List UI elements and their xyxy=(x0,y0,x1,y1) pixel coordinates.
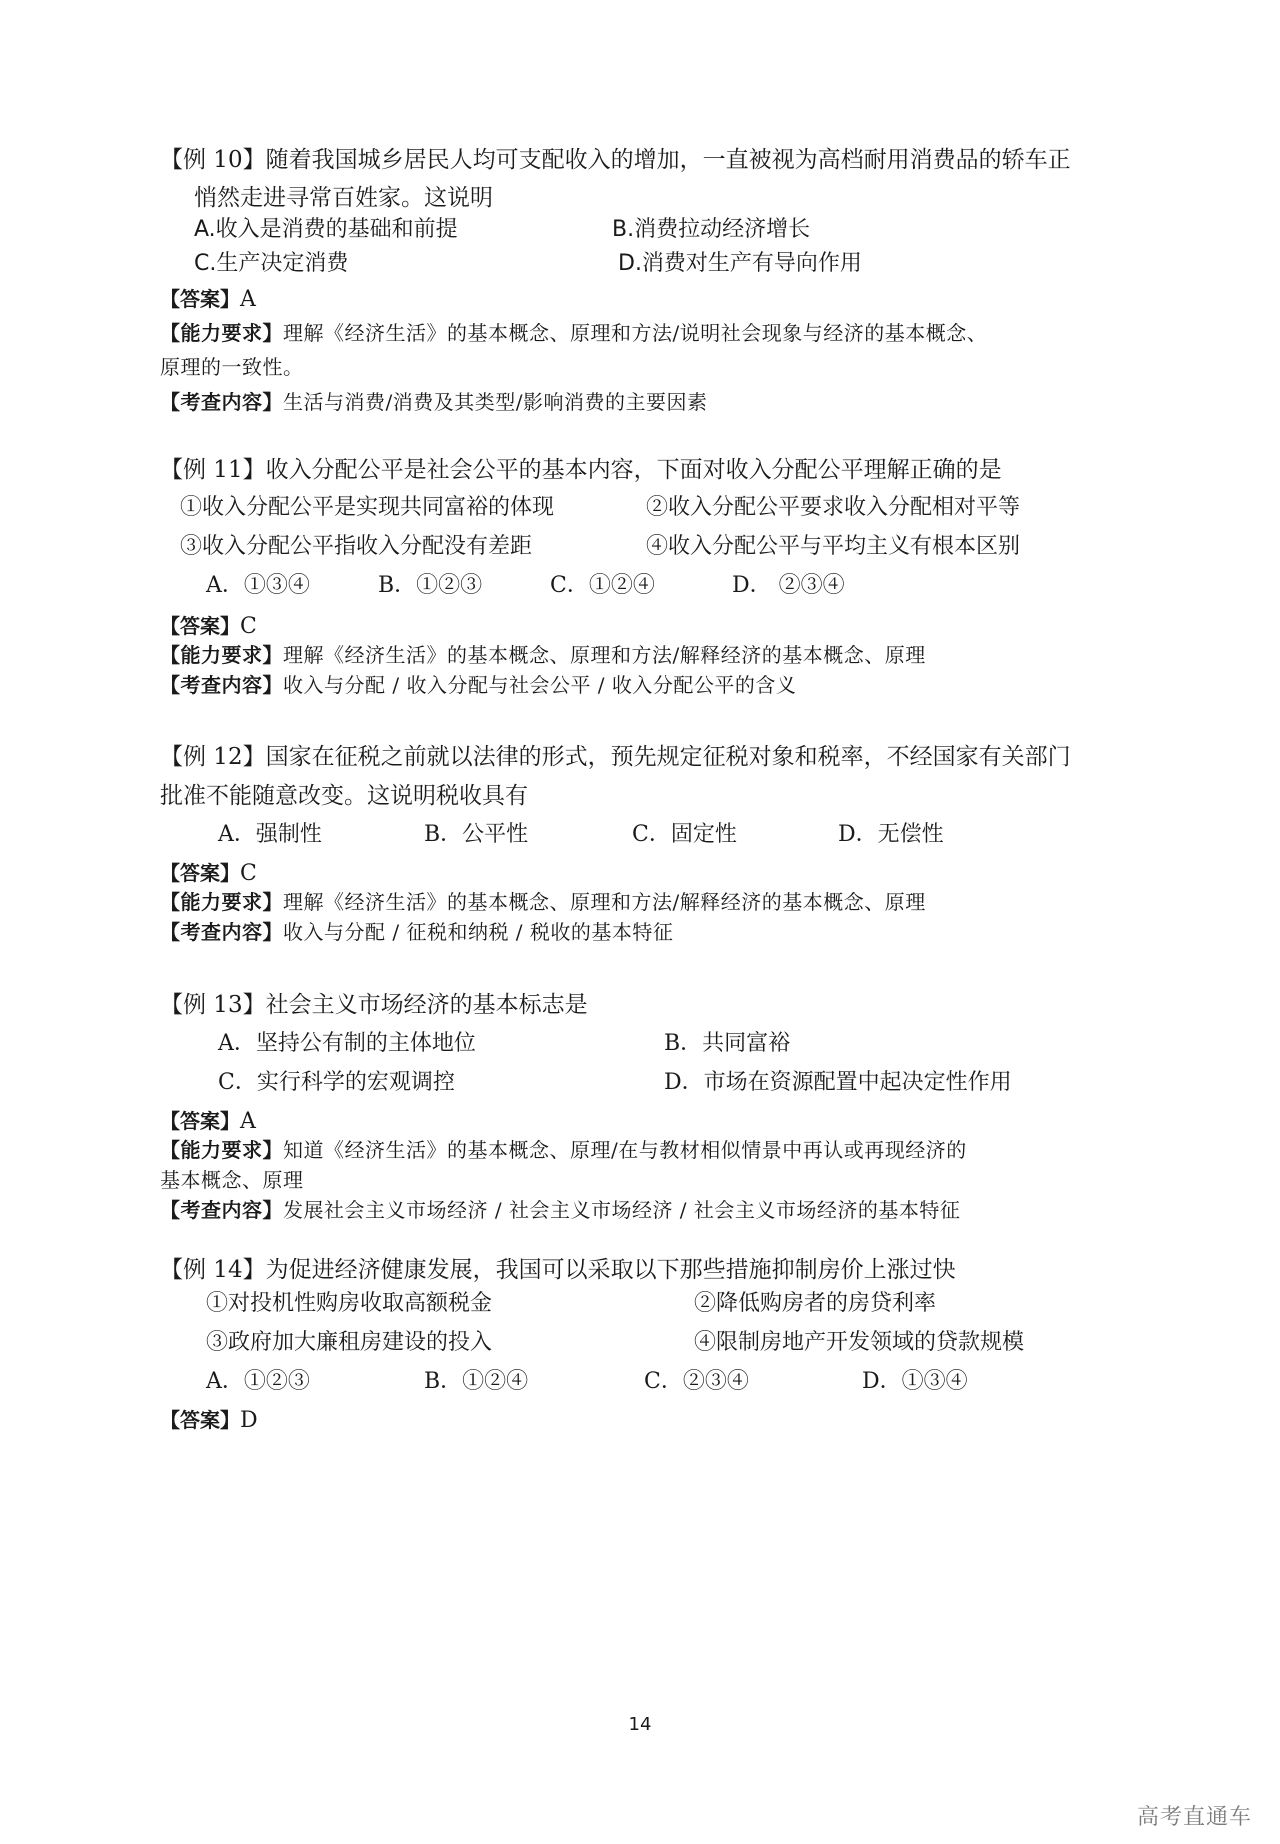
ability-text: 理解《经济生活》的基本概念、原理和方法/解释经济的基本概念、原理 xyxy=(283,643,926,667)
answer-label: 【答案】 xyxy=(160,861,240,885)
q14-item-3: ③政府加大廉租房建设的投入 xyxy=(206,1330,493,1355)
answer-value: C xyxy=(240,861,257,886)
q11-item-3: ③收入分配公平指收入分配没有差距 xyxy=(180,534,533,559)
q10-option-a: A.收入是消费的基础和前提 xyxy=(194,217,458,242)
q14-option-d: D．①③④ xyxy=(862,1369,968,1394)
q13-answer xyxy=(160,1106,256,1137)
q11-item-4: ④收入分配公平与平均主义有根本区别 xyxy=(646,534,1021,559)
ability-text: 理解《经济生活》的基本概念、原理和方法/解释经济的基本概念、原理 xyxy=(283,890,926,914)
ability-label: 【能力要求】 xyxy=(160,1138,283,1162)
q11-ability xyxy=(160,640,926,670)
q11-item-1: ①收入分配公平是实现共同富裕的体现 xyxy=(180,495,555,520)
answer-label: 【答案】 xyxy=(160,287,240,311)
content-label: 【考查内容】 xyxy=(160,673,283,697)
answer-value: D xyxy=(240,1408,258,1433)
q10-stem-line1: 【例 10】随着我国城乡居民人均可支配收入的增加，一直被视为高档耐用消费品的轿车正 xyxy=(160,147,1071,173)
q11-item-2: ②收入分配公平要求收入分配相对平等 xyxy=(646,495,1021,520)
q12-stem-line2: 批准不能随意改变。这说明税收具有 xyxy=(160,783,528,809)
q11-option-d: D． ②③④ xyxy=(732,573,845,598)
q13-option-b: B．共同富裕 xyxy=(664,1031,791,1056)
answer-label: 【答案】 xyxy=(160,1109,240,1133)
q14-option-a: A．①②③ xyxy=(206,1369,310,1394)
content-label: 【考查内容】 xyxy=(160,390,283,414)
page-number: 14 xyxy=(628,1714,652,1735)
answer-value: C xyxy=(240,614,257,639)
answer-label: 【答案】 xyxy=(160,1408,240,1432)
q13-option-a: A．坚持公有制的主体地位 xyxy=(218,1031,476,1056)
ability-label: 【能力要求】 xyxy=(160,643,283,667)
q12-ability xyxy=(160,887,926,917)
q13-content xyxy=(160,1195,960,1225)
q10-content xyxy=(160,387,707,417)
q13-stem: 【例 13】社会主义市场经济的基本标志是 xyxy=(160,992,588,1018)
q11-option-b: B．①②③ xyxy=(378,573,483,598)
ability-text: 知道《经济生活》的基本概念、原理/在与教材相似情景中再认或再现经济的 xyxy=(283,1138,967,1162)
q14-option-b: B．①②④ xyxy=(424,1369,529,1394)
q14-item-4: ④限制房地产开发领域的贷款规模 xyxy=(694,1330,1025,1355)
content-label: 【考查内容】 xyxy=(160,920,283,944)
q13-option-c: C．实行科学的宏观调控 xyxy=(218,1070,455,1095)
answer-value: A xyxy=(240,287,256,312)
q11-content xyxy=(160,670,796,700)
content-text: 发展社会主义市场经济 / 社会主义市场经济 / 社会主义市场经济的基本特征 xyxy=(283,1198,961,1222)
q10-option-b: B.消费拉动经济增长 xyxy=(612,217,811,242)
content-label: 【考查内容】 xyxy=(160,1198,283,1222)
ability-text: 理解《经济生活》的基本概念、原理和方法/说明社会现象与经济的基本概念、 xyxy=(283,321,988,345)
q12-answer xyxy=(160,858,257,889)
answer-label: 【答案】 xyxy=(160,614,240,638)
q12-option-a: A．强制性 xyxy=(218,822,322,847)
content-text: 生活与消费/消费及其类型/影响消费的主要因素 xyxy=(283,390,708,414)
q11-option-c: C．①②④ xyxy=(550,573,655,598)
q12-content xyxy=(160,917,673,947)
q13-option-d: D．市场在资源配置中起决定性作用 xyxy=(664,1070,1012,1095)
content-text: 收入与分配 / 征税和纳税 / 税收的基本特征 xyxy=(283,920,674,944)
ability-label: 【能力要求】 xyxy=(160,890,283,914)
q11-answer xyxy=(160,611,257,642)
answer-value: A xyxy=(240,1109,256,1134)
q12-option-d: D．无偿性 xyxy=(838,822,944,847)
q10-answer xyxy=(160,284,256,315)
q13-ability-line1 xyxy=(160,1135,967,1165)
watermark: 高考直通车 xyxy=(1136,1805,1252,1830)
q10-ability-line1 xyxy=(160,318,987,348)
q10-option-c: C.生产决定消费 xyxy=(194,251,349,276)
q14-item-2: ②降低购房者的房贷利率 xyxy=(694,1291,937,1316)
q14-answer xyxy=(160,1405,258,1436)
q12-option-b: B．公平性 xyxy=(424,822,529,847)
q13-ability-line2: 基本概念、原理 xyxy=(160,1168,304,1192)
q10-stem-line2: 悄然走进寻常百姓家。这说明 xyxy=(194,185,493,211)
q11-option-a: A．①③④ xyxy=(206,573,310,598)
q14-option-c: C．②③④ xyxy=(644,1369,749,1394)
q11-stem: 【例 11】收入分配公平是社会公平的基本内容，下面对收入分配公平理解正确的是 xyxy=(160,457,1002,483)
q14-stem: 【例 14】为促进经济健康发展，我国可以采取以下那些措施抑制房价上涨过快 xyxy=(160,1257,956,1283)
q14-item-1: ①对投机性购房收取高额税金 xyxy=(206,1291,493,1316)
ability-label: 【能力要求】 xyxy=(160,321,283,345)
content-text: 收入与分配 / 收入分配与社会公平 / 收入分配公平的含义 xyxy=(283,673,797,697)
q12-stem-line1: 【例 12】国家在征税之前就以法律的形式，预先规定征税对象和税率，不经国家有关部门 xyxy=(160,744,1071,770)
q12-option-c: C．固定性 xyxy=(632,822,737,847)
q10-ability-line2: 原理的一致性。 xyxy=(160,355,304,379)
q10-option-d: D.消费对生产有导向作用 xyxy=(618,251,862,276)
